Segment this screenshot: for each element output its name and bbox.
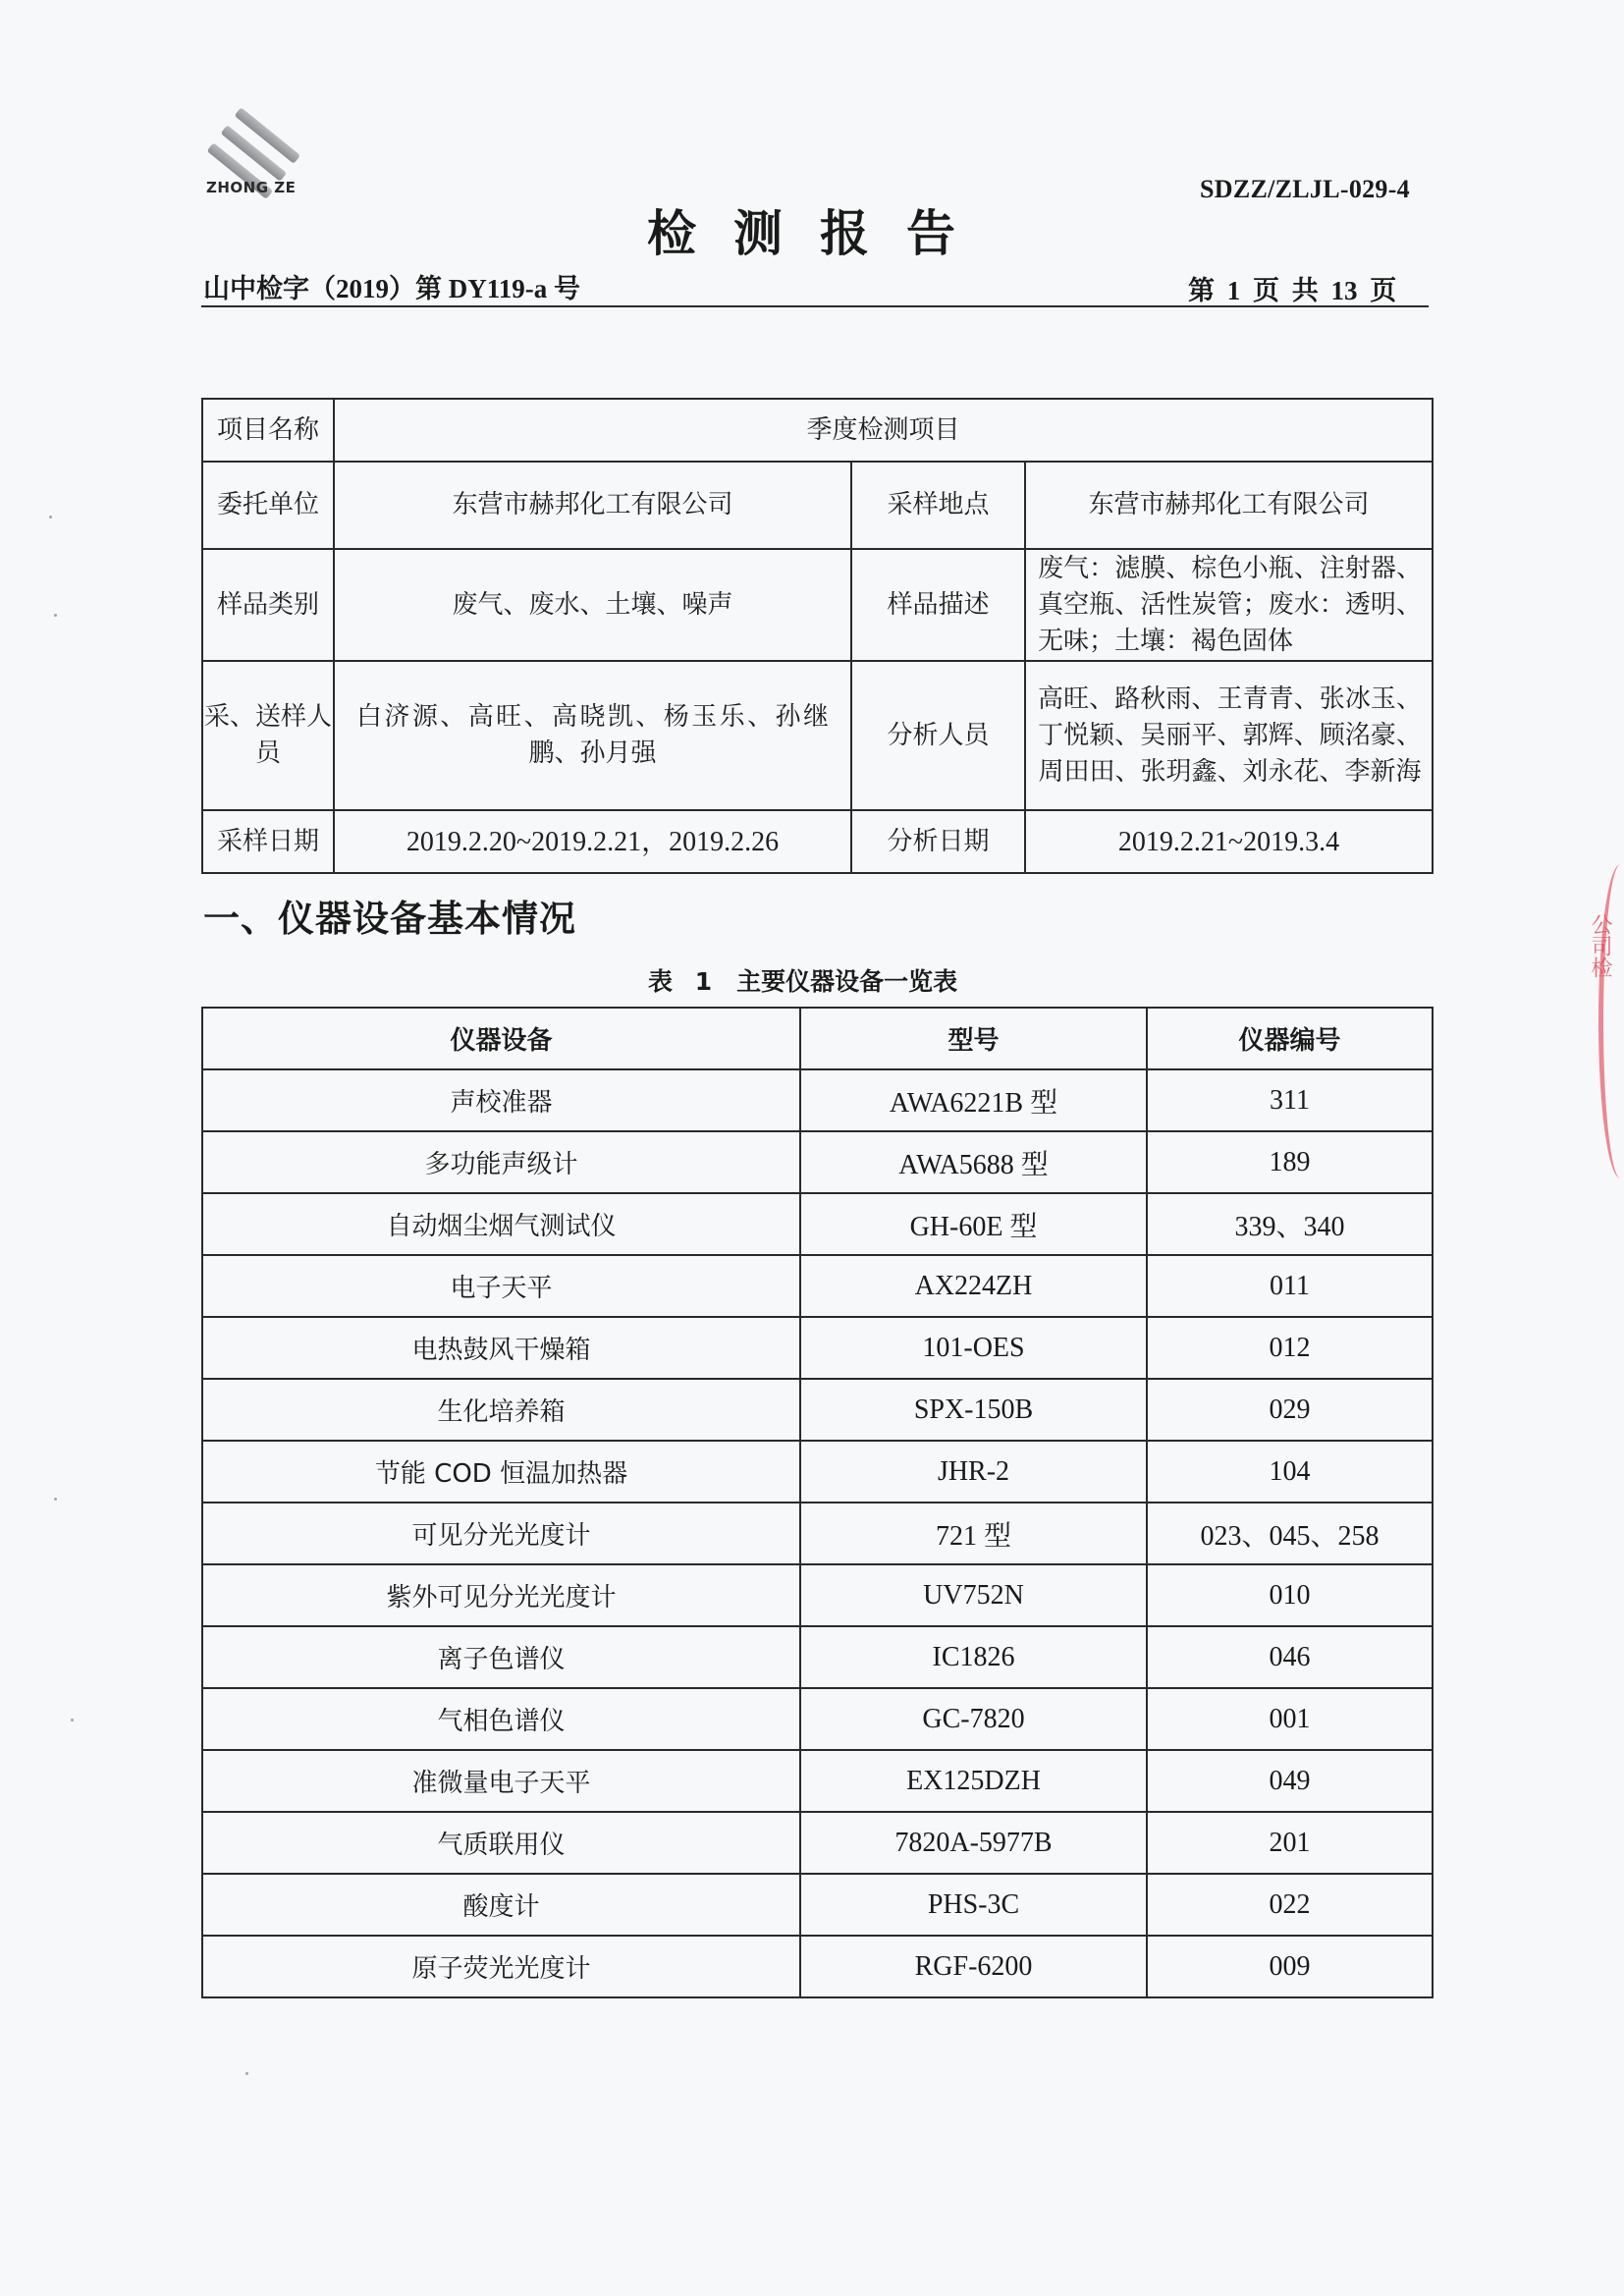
- table-row: [202, 549, 1433, 661]
- equipment-model: UV752N: [800, 1564, 1147, 1626]
- sampling-site-label: 采样地点: [851, 462, 1025, 549]
- equipment-name: 气质联用仪: [202, 1812, 800, 1874]
- equipment-name: 声校准器: [202, 1069, 800, 1131]
- sample-type-value: 废气、废水、土壤、噪声: [334, 549, 851, 661]
- column-header: 型号: [800, 1008, 1147, 1069]
- equipment-name: 酸度计: [202, 1874, 800, 1936]
- sampling-date-label: 采样日期: [202, 810, 334, 873]
- equipment-model: EX125DZH: [800, 1750, 1147, 1812]
- analysis-date-value: 2019.2.21~2019.3.4: [1025, 810, 1433, 873]
- document-code: SDZZ/ZLJL-029-4: [1200, 175, 1410, 203]
- project-name-value: 季度检测项目: [334, 399, 1433, 462]
- equipment-id: 009: [1147, 1936, 1433, 1997]
- page-indicator: 第 1 页 共 13 页: [1188, 276, 1397, 305]
- equipment-name: 气相色谱仪: [202, 1688, 800, 1750]
- equipment-id: 011: [1147, 1255, 1433, 1317]
- equipment-model: PHS-3C: [800, 1874, 1147, 1936]
- red-seal-stamp: [1588, 864, 1624, 1178]
- table-row: [202, 399, 1433, 462]
- equipment-model: JHR-2: [800, 1441, 1147, 1503]
- sampling-date-value: 2019.2.20~2019.2.21，2019.2.26: [334, 810, 851, 873]
- equipment-name: 准微量电子天平: [202, 1750, 800, 1812]
- scan-speck: [54, 1498, 57, 1501]
- table-row: [202, 1564, 1433, 1626]
- table-row: [202, 1255, 1433, 1317]
- equipment-model: AX224ZH: [800, 1255, 1147, 1317]
- equipment-model: 7820A-5977B: [800, 1812, 1147, 1874]
- table-row: [202, 1193, 1433, 1255]
- equipment-id: 023、045、258: [1147, 1503, 1433, 1564]
- equipment-name: 电热鼓风干燥箱: [202, 1317, 800, 1379]
- scan-speck: [54, 614, 57, 617]
- table-row: [202, 1812, 1433, 1874]
- report-number: 山中检字（2019）第 DY119-a 号: [203, 274, 580, 303]
- equipment-model: IC1826: [800, 1626, 1147, 1688]
- project-info-table: [201, 398, 1434, 874]
- section-heading: 一、仪器设备基本情况: [203, 898, 576, 940]
- analysts-value: 高旺、路秋雨、王青青、张冰玉、丁悦颖、吴丽平、郭辉、顾洺豪、周田田、张玥鑫、刘永花、李新海: [1025, 661, 1433, 810]
- sample-desc-value: 废气：滤膜、棕色小瓶、注射器、真空瓶、活性炭管；废水：透明、无味；土壤：褐色固体: [1025, 549, 1433, 661]
- equipment-table: [201, 1007, 1434, 1998]
- analysis-date-label: 分析日期: [851, 810, 1025, 873]
- equipment-name: 原子荧光光度计: [202, 1936, 800, 1997]
- table-row: [202, 1441, 1433, 1503]
- samplers-value: 白济源、高旺、高晓凯、杨玉乐、孙继鹏、孙月强: [334, 661, 851, 810]
- table-row: [202, 1626, 1433, 1688]
- table-row: [202, 661, 1433, 810]
- column-header: 仪器编号: [1147, 1008, 1433, 1069]
- sample-type-label: 样品类别: [202, 549, 334, 661]
- table-row: [202, 1379, 1433, 1441]
- equipment-model: AWA5688 型: [800, 1131, 1147, 1193]
- scan-speck: [245, 2072, 248, 2075]
- analysts-label: 分析人员: [851, 661, 1025, 810]
- table-row: [202, 1503, 1433, 1564]
- table-header-row: [202, 1008, 1433, 1069]
- project-name-label: 项目名称: [202, 399, 334, 462]
- sample-desc-label: 样品描述: [851, 549, 1025, 661]
- column-header: 仪器设备: [202, 1008, 800, 1069]
- equipment-id: 001: [1147, 1688, 1433, 1750]
- equipment-model: 721 型: [800, 1503, 1147, 1564]
- equipment-model: AWA6221B 型: [800, 1069, 1147, 1131]
- equipment-name: 节能 COD 恒温加热器: [202, 1441, 800, 1503]
- equipment-name: 多功能声级计: [202, 1131, 800, 1193]
- header-rule: [201, 305, 1429, 307]
- equipment-id: 311: [1147, 1069, 1433, 1131]
- table-caption: 表 1 主要仪器设备一览表: [648, 967, 958, 996]
- equipment-id: 022: [1147, 1874, 1433, 1936]
- equipment-model: SPX-150B: [800, 1379, 1147, 1441]
- equipment-model: GC-7820: [800, 1688, 1147, 1750]
- equipment-id: 189: [1147, 1131, 1433, 1193]
- equipment-name: 紫外可见分光光度计: [202, 1564, 800, 1626]
- table-row: [202, 462, 1433, 549]
- scan-speck: [71, 1719, 74, 1722]
- equipment-id: 029: [1147, 1379, 1433, 1441]
- client-label: 委托单位: [202, 462, 334, 549]
- equipment-id: 339、340: [1147, 1193, 1433, 1255]
- equipment-model: 101-OES: [800, 1317, 1147, 1379]
- table-row: [202, 1317, 1433, 1379]
- table-row: [202, 1874, 1433, 1936]
- equipment-model: RGF-6200: [800, 1936, 1147, 1997]
- logo-text: ZHONG ZE: [206, 179, 297, 196]
- equipment-id: 201: [1147, 1812, 1433, 1874]
- table-row: [202, 1069, 1433, 1131]
- equipment-name: 电子天平: [202, 1255, 800, 1317]
- scan-speck: [49, 516, 52, 519]
- client-value: 东营市赫邦化工有限公司: [334, 462, 851, 549]
- equipment-name: 自动烟尘烟气测试仪: [202, 1193, 800, 1255]
- report-title: 检测报告: [647, 205, 993, 262]
- table-row: [202, 810, 1433, 873]
- equipment-id: 104: [1147, 1441, 1433, 1503]
- equipment-id: 010: [1147, 1564, 1433, 1626]
- table-row: [202, 1750, 1433, 1812]
- equipment-id: 049: [1147, 1750, 1433, 1812]
- equipment-name: 可见分光光度计: [202, 1503, 800, 1564]
- equipment-model: GH-60E 型: [800, 1193, 1147, 1255]
- sampling-site-value: 东营市赫邦化工有限公司: [1025, 462, 1433, 549]
- equipment-name: 离子色谱仪: [202, 1626, 800, 1688]
- table-row: [202, 1131, 1433, 1193]
- equipment-id: 046: [1147, 1626, 1433, 1688]
- seal-text: 公司检: [1588, 913, 1612, 978]
- equipment-id: 012: [1147, 1317, 1433, 1379]
- equipment-name: 生化培养箱: [202, 1379, 800, 1441]
- samplers-label: 采、送样人员: [202, 661, 334, 810]
- table-row: [202, 1688, 1433, 1750]
- table-row: [202, 1936, 1433, 1997]
